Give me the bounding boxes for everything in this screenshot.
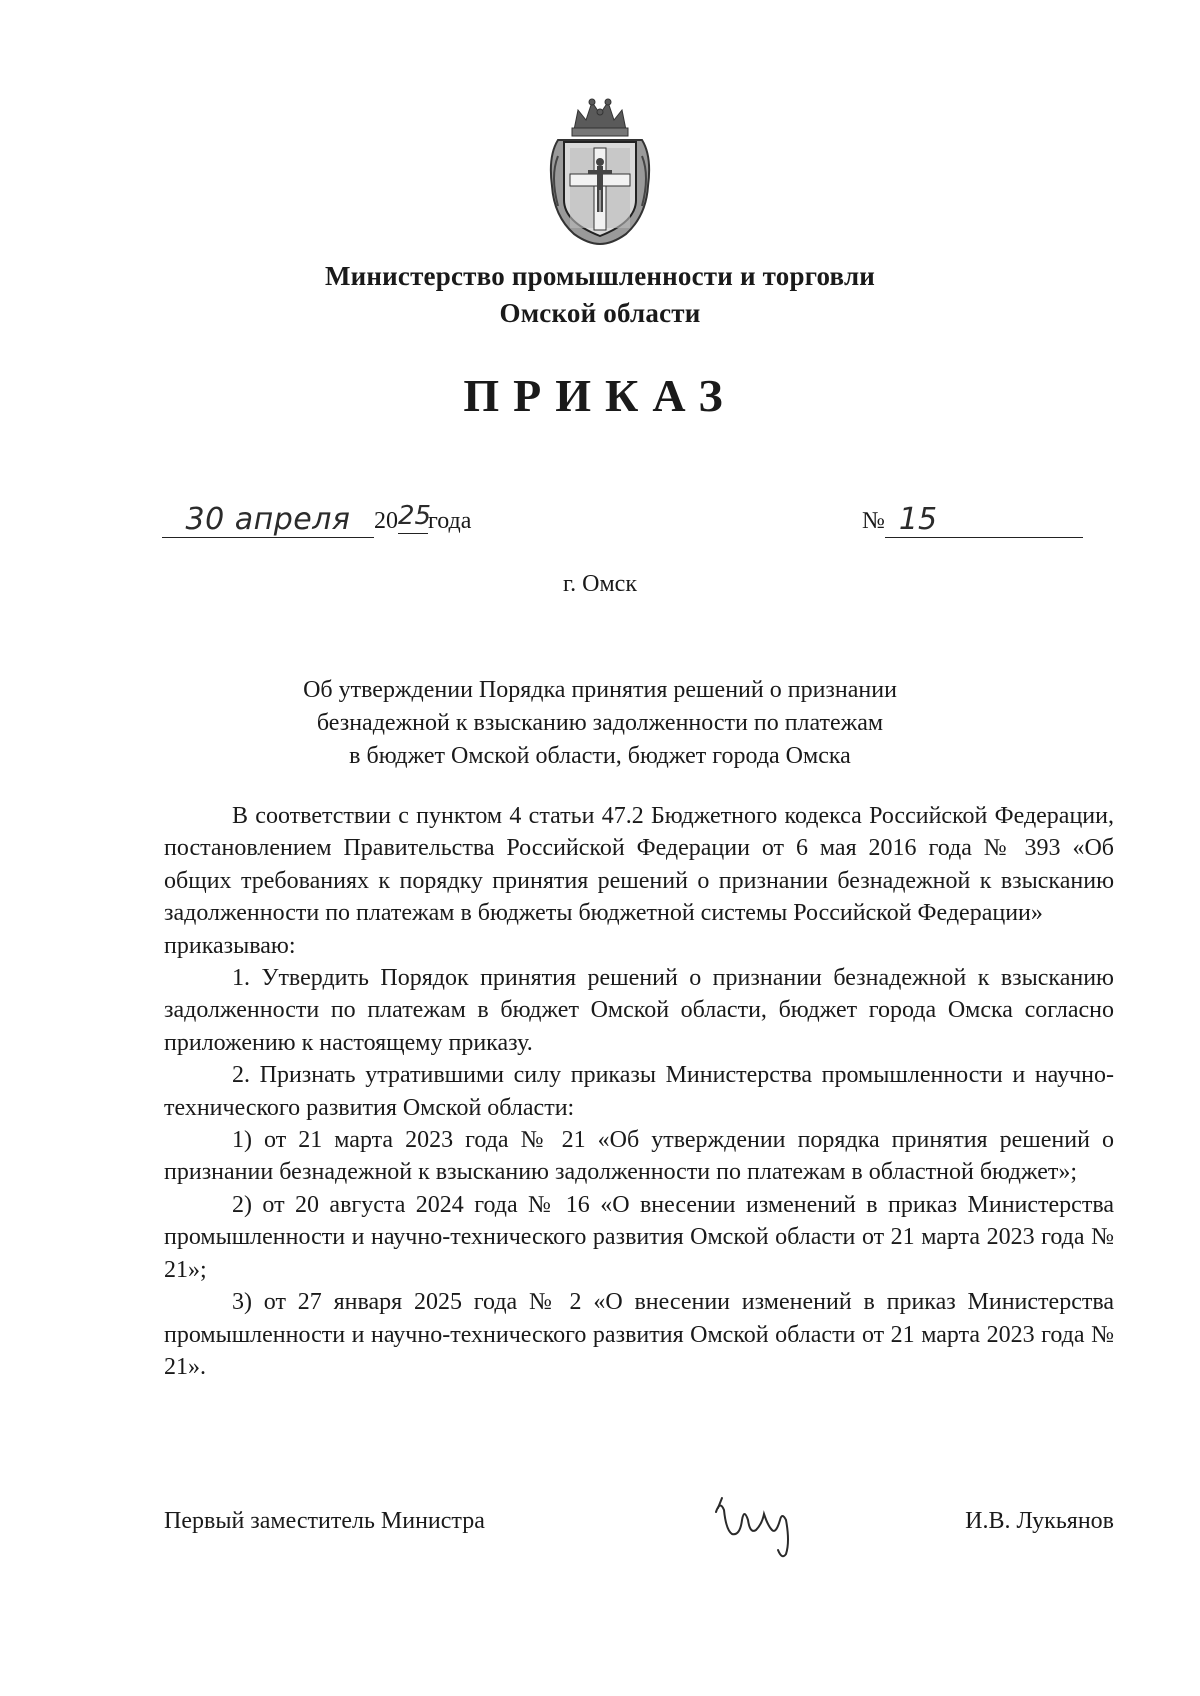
document-subject bbox=[240, 674, 960, 773]
order-word: приказываю: bbox=[164, 932, 296, 959]
signatory-title: Первый заместитель Министра bbox=[164, 1508, 485, 1534]
item-2-paragraph: 2. Признать утратившими силу приказы Министерства промышленности и научно-технического развития Омской области: bbox=[164, 1062, 1114, 1121]
subject-line-2: безнадежной к взысканию задолженности по платежам bbox=[316, 710, 884, 736]
city-label: г. Омск bbox=[563, 571, 637, 597]
item-2-3-paragraph: 3) от 27 января 2025 года № 2 «О внесении изменений в приказ Министерства промышленности и научно-технического развития Омской области от 21 марта 2023 года № 21». bbox=[164, 1289, 1114, 1380]
handwritten-signature bbox=[710, 1490, 820, 1560]
organization-name-line-1: Министерство промышленности и торговли bbox=[324, 261, 876, 291]
item-2-1-paragraph: 1) от 21 марта 2023 года № 21 «Об утверждении порядка принятия решений о признании безнадежной к взысканию задолженности по платежам в областной бюджет»; bbox=[164, 1127, 1114, 1186]
preamble-paragraph: В соответствии с пунктом 4 статьи 47.2 Бюджетного кодекса Российской Федерации, постановлением Правительства Российской Федерации от 6 мая 2016 года № 393 «Об общих требованиях к порядку принятия решений о признании безнадежной к взысканию задолженности по платежам в бюджеты бюджетной системы Российской Федерации» bbox=[164, 803, 1114, 927]
item-1-paragraph: 1. Утвердить Порядок принятия решений о признании безнадежной к взысканию задолженности по платежам в бюджет Омской области, бюджет города Омска согласно приложению к настоящему приказу. bbox=[164, 965, 1114, 1056]
date-year-suffix: 25 bbox=[398, 499, 428, 534]
item-2-2-paragraph: 2) от 20 августа 2024 года № 16 «О внесении изменений в приказ Министерства промышленности и научно-технического развития Омской области от 21 марта 2023 года № 21»; bbox=[164, 1191, 1114, 1283]
signatory-name: И.В. Лукьянов bbox=[965, 1508, 1114, 1534]
document-number bbox=[862, 498, 1083, 538]
coat-of-arms-emblem bbox=[544, 96, 656, 246]
organization-name-line-2: Омской области bbox=[499, 298, 701, 328]
date-day-month: 30 апреля bbox=[162, 503, 374, 538]
number-sign: № bbox=[862, 508, 885, 534]
number-value: 15 bbox=[885, 503, 1083, 538]
document-body bbox=[164, 800, 1114, 1383]
document-date bbox=[162, 498, 471, 538]
date-year-word: года bbox=[428, 508, 472, 534]
date-year-prefix: 20 bbox=[374, 508, 398, 534]
subject-line-3: в бюджет Омской области, бюджет города Омска bbox=[349, 743, 851, 769]
document-type-title: ПРИКАЗ bbox=[463, 370, 737, 421]
subject-line-1: Об утверждении Порядка принятия решений о признании bbox=[303, 677, 897, 703]
